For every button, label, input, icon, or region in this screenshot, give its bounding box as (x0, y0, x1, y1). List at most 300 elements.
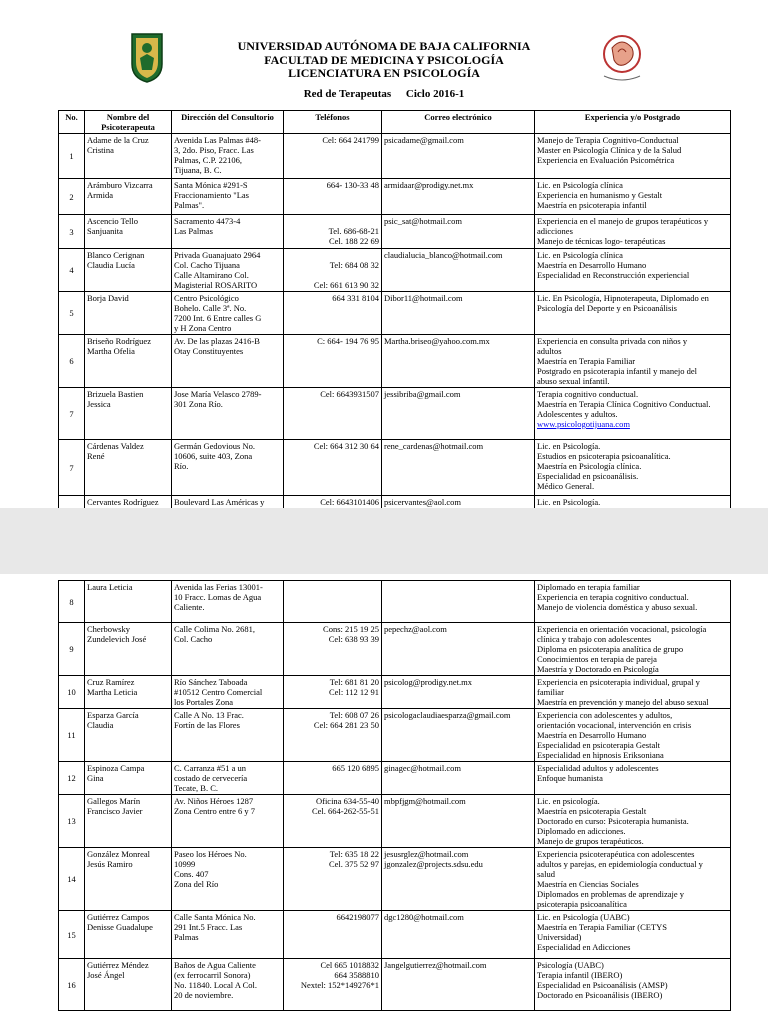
office-address (172, 134, 284, 179)
experience-line: Diplomados en problemas de aprendizaje y (537, 889, 685, 899)
experience-line: adicciones (537, 226, 573, 236)
experience-line: Maestría en psicoterapia infantil (537, 200, 647, 210)
phone-numbers (284, 848, 382, 911)
experience (535, 911, 731, 959)
table-row (59, 134, 731, 179)
table-row (59, 795, 731, 848)
phone-numbers (284, 581, 382, 623)
table-header-row (59, 111, 731, 134)
experience-line: familiar (537, 687, 564, 697)
phone-numbers-line: Cons: 215 19 25 (323, 624, 379, 634)
phone-numbers-line: Cel: 661 613 90 32 (313, 280, 379, 290)
therapist-name-line: González Monreal (87, 849, 151, 859)
phone-numbers-line: C: 664- 194 76 95 (317, 336, 379, 346)
email-cell (382, 848, 535, 911)
row-number: 7 (59, 388, 85, 440)
phone-numbers-line: 664 331 8104 (332, 293, 379, 303)
experience-line: Especialidad en Reconstrucción experiencial (537, 270, 690, 280)
experience-line: Estudios en psicoterapia psicoanalítica. (537, 451, 671, 461)
email-cell (382, 959, 535, 1011)
experience-line: Médico General. (537, 481, 595, 491)
office-address (172, 440, 284, 496)
office-address-line: Magisterial ROSARITO (174, 280, 258, 290)
document-page-2 (0, 574, 768, 1024)
office-address (172, 581, 284, 623)
phone-numbers (284, 676, 382, 709)
experience-line: Maestría en Desarrollo Humano (537, 730, 647, 740)
office-address (172, 959, 284, 1011)
experience-line: Lic. en Psicología clínica (537, 180, 623, 190)
phone-numbers-line: Tel: 681 81 20 (329, 677, 379, 687)
phone-numbers-line: Cel. 188 22 69 (328, 236, 379, 246)
therapist-name-line: Armida (87, 190, 113, 200)
therapist-name-line: Blanco Cerignan (87, 250, 145, 260)
experience (535, 848, 731, 911)
office-address (172, 215, 284, 249)
office-address-line: 10999 (174, 859, 196, 869)
experience (535, 959, 731, 1011)
document-header (0, 40, 768, 81)
therapist-name-line: Jessica (87, 399, 111, 409)
therapist-name-line: Briseño Rodríguez (87, 336, 151, 346)
experience-line: Lic. en Psicología (UABC) (537, 912, 630, 922)
therapist-name-line: Martha Ofelia (87, 346, 135, 356)
office-address (172, 335, 284, 388)
experience-line: abuso sexual infantil. (537, 376, 610, 386)
experience (535, 179, 731, 215)
phone-numbers (284, 959, 382, 1011)
email-cell (382, 496, 535, 509)
office-address-line: Otay Constituyentes (174, 346, 244, 356)
experience-line: Psicología del Deporte y en Psicoanálisis (537, 303, 677, 313)
therapist-name-line: Gallegos Marín (87, 796, 141, 806)
experience-line: Experiencia en el manejo de grupos terapéuticos y (537, 216, 709, 226)
experience-line: Adolescentes y adultos. (537, 409, 618, 419)
email-address[interactable]: armidaar@prodigy.net.mx (384, 180, 474, 190)
phone-numbers (284, 709, 382, 762)
experience-line: Experiencia en consulta privada con niños y (537, 336, 688, 346)
row-number: 4 (59, 249, 85, 292)
phone-numbers-line: Cel: 664 312 30 64 (313, 441, 379, 451)
office-address (172, 676, 284, 709)
office-address-line: Bohelo. Calle 3ª. No. (174, 303, 247, 313)
therapist-name-line: Cervantes Rodríguez (87, 497, 159, 507)
phone-numbers (284, 911, 382, 959)
office-address-line: 10606, suite 403, Zona (174, 451, 253, 461)
office-address (172, 496, 284, 509)
office-address-line: Tecate, B. C. (174, 783, 219, 793)
header-email: Correo electrónico (382, 111, 535, 134)
row-number: 6 (59, 335, 85, 388)
document-page-1 (0, 0, 768, 508)
therapist-name (85, 762, 172, 795)
experience-line: Especialidad en Psicoanálisis (AMSP) (537, 980, 668, 990)
phone-numbers-line: Oficina 634-55-40 (315, 796, 379, 806)
header-address: Dirección del Consultorio (172, 111, 284, 134)
therapist-name (85, 388, 172, 440)
email-cell (382, 134, 535, 179)
office-address-line: Las Palmas (174, 226, 213, 236)
office-address (172, 762, 284, 795)
row-number: 14 (59, 848, 85, 911)
experience-line: Lic. en Psicología. (537, 497, 601, 507)
therapist-name-line: Martha Leticia (87, 687, 138, 697)
office-address-line: Germán Gedovious No. (174, 441, 255, 451)
experience-line: Terapia infantil (IBERO) (537, 970, 623, 980)
office-address (172, 292, 284, 335)
experience-line: Master en Psicología Clínica y de la Salud (537, 145, 682, 155)
row-number (59, 496, 85, 509)
office-address-line: costado de cervecería (174, 773, 248, 783)
therapist-name-line: Zundelevich José (87, 634, 147, 644)
experience-line: Manejo de Terapia Cognitivo-Conductual (537, 135, 679, 145)
office-address-line: Palmas (174, 932, 199, 942)
experience-line: psicoterapia psicoanalítica (537, 899, 627, 909)
email-cell (382, 911, 535, 959)
email-address[interactable]: Dibor11@hotmail.com (384, 293, 463, 303)
office-address-line: Col. Cacho Tijuana (174, 260, 240, 270)
phone-numbers (284, 179, 382, 215)
office-address (172, 911, 284, 959)
office-address-line: Palmas, C.P. 22106, (174, 155, 243, 165)
therapist-name-line: Adame de la Cruz (87, 135, 149, 145)
email-address[interactable]: claudialucia_blanco@hotmail.com (384, 250, 503, 260)
office-address-line: Avenida Las Palmas #48- (174, 135, 261, 145)
office-address-line: Calle Colima No. 2681, (174, 624, 255, 634)
experience-line: orientación vocacional, intervención en crisis (537, 720, 692, 730)
office-address-line: Col. Cacho (174, 634, 213, 644)
experience (535, 581, 731, 623)
email-address-secondary[interactable]: jgonzalez@projects.sdsu.edu (384, 859, 483, 869)
email-cell (382, 676, 535, 709)
program-name: LICENCIATURA EN PSICOLOGÍA (288, 66, 480, 80)
phone-numbers-line: 664- 130-33 48 (326, 180, 379, 190)
therapist-name-line: Jesús Ramiro (87, 859, 133, 869)
experience (535, 215, 731, 249)
therapist-name-line: Borja David (87, 293, 129, 303)
phone-numbers (284, 335, 382, 388)
therapist-name-line: Denisse Guadalupe (87, 922, 153, 932)
experience-line: Experiencia en Evaluación Psicométrica (537, 155, 675, 165)
email-address[interactable]: jessibriba@gmail.com (384, 389, 461, 399)
therapist-name-line: Cruz Ramírez (87, 677, 135, 687)
table-row (59, 292, 731, 335)
therapist-name (85, 335, 172, 388)
therapist-name (85, 623, 172, 676)
office-address-line: Palmas". (174, 200, 205, 210)
email-address[interactable]: psicadame@gmail.com (384, 135, 464, 145)
office-address-line: Privada Guanajuato 2964 (174, 250, 261, 260)
office-address-line: Paseo los Héroes No. (174, 849, 247, 859)
experience-line: Especialidad en psicoterapia Gestalt (537, 740, 660, 750)
therapist-table-page-1 (58, 110, 731, 508)
phone-numbers-line: Tel: 608 07 26 (329, 710, 379, 720)
phone-numbers (284, 249, 382, 292)
experience-line: Experiencia en humanismo y Gestalt (537, 190, 663, 200)
phone-numbers-line: Cel: 664 281 23 50 (313, 720, 379, 730)
table-row (59, 388, 731, 440)
email-cell (382, 215, 535, 249)
phone-numbers-line (286, 250, 379, 260)
therapist-name (85, 134, 172, 179)
office-address-line: Zona Centro entre 6 y 7 (174, 806, 255, 816)
therapist-name (85, 676, 172, 709)
office-address-line: 291 Int.5 Fracc. Las (174, 922, 243, 932)
row-number: 12 (59, 762, 85, 795)
office-address (172, 388, 284, 440)
table-row (59, 623, 731, 676)
email-address[interactable]: dgc1280@hotmail.com (384, 912, 464, 922)
experience-line: Lic. en Psicología clínica (537, 250, 623, 260)
row-number: 8 (59, 581, 85, 623)
email-cell (382, 709, 535, 762)
experience-line: adultos (537, 346, 562, 356)
email-address[interactable]: psicervantes@aol.com (384, 497, 461, 507)
office-address-line: C. Carranza #51 a un (174, 763, 246, 773)
phone-numbers (284, 795, 382, 848)
email-address[interactable]: Martha.briseo@yahoo.com.mx (384, 336, 490, 346)
experience-line: Universidad) (537, 932, 582, 942)
office-address (172, 249, 284, 292)
experience-line: Maestría en Terapia Familiar (537, 356, 636, 366)
therapist-name-line: Esparza García (87, 710, 139, 720)
header-name: Nombre del Psicoterapeuta (85, 111, 172, 134)
website-link[interactable]: www.psicologotijuana.com (537, 419, 630, 429)
table-row (59, 762, 731, 795)
email-cell (382, 292, 535, 335)
therapist-name-line: Sanjuanita (87, 226, 123, 236)
therapist-name-line: Cárdenas Valdez (87, 441, 144, 451)
office-address (172, 848, 284, 911)
experience-line: Terapia cognitivo conductual. (537, 389, 639, 399)
therapist-name-line: Brizuela Bastien (87, 389, 144, 399)
phone-numbers-line: Cel: 6643101406 (320, 497, 379, 507)
office-address (172, 709, 284, 762)
therapist-name-line: Gutiérrez Campos (87, 912, 150, 922)
experience-line: Conocimientos en terapia de pareja (537, 654, 657, 664)
email-cell (382, 249, 535, 292)
row-number: 5 (59, 292, 85, 335)
row-number: 1 (59, 134, 85, 179)
therapist-name-line: Gutiérrez Méndez (87, 960, 149, 970)
phone-numbers-line: Cel. 664-262-55-51 (311, 806, 379, 816)
row-number: 16 (59, 959, 85, 1011)
experience-line: Especialidad adultos y adolescentes (537, 763, 659, 773)
therapist-name (85, 249, 172, 292)
office-address-line: y H Zona Centro (174, 323, 232, 333)
row-number: 3 (59, 215, 85, 249)
document-subtitle (0, 88, 768, 100)
phone-numbers (284, 762, 382, 795)
email-address[interactable]: ginagec@hotmail.com (384, 763, 461, 773)
email-cell (382, 623, 535, 676)
therapist-name-line: Francisco Javier (87, 806, 143, 816)
row-number: 2 (59, 179, 85, 215)
table-row (59, 911, 731, 959)
office-address-line: Cons. 407 (174, 869, 209, 879)
therapist-table-page-2 (58, 580, 731, 1011)
phone-numbers-line: Cel: 6643931507 (320, 389, 379, 399)
experience-line: Maestría en prevención y manejo del abuso sexual (537, 697, 709, 707)
experience-line: Manejo de violencia doméstica y abuso sexual. (537, 602, 698, 612)
experience-line: Doctorado en curso: Psicoterapia humanista. (537, 816, 689, 826)
row-number: 11 (59, 709, 85, 762)
experience-line: Psicología (UABC) (537, 960, 604, 970)
experience-line: Especialidad en hipnosis Eriksoniana (537, 750, 664, 760)
therapist-name (85, 848, 172, 911)
therapist-name (85, 959, 172, 1011)
phone-numbers-line: Cel. 375 52 97 (328, 859, 379, 869)
email-address[interactable]: psic_sat@hotmail.com (384, 216, 462, 226)
email-address[interactable]: psicolog@prodigy.net.mx (384, 677, 473, 687)
experience (535, 292, 731, 335)
therapist-name-line: René (87, 451, 105, 461)
therapist-name-line: Arámburo Vizcarra (87, 180, 153, 190)
office-address-line: 10 Fracc. Lomas de Agua (174, 592, 262, 602)
office-address-line: los Portales Zona (174, 697, 234, 707)
therapist-name (85, 709, 172, 762)
therapist-name-line: Claudia Lucía (87, 260, 135, 270)
experience (535, 496, 731, 509)
experience-line: Enfoque humanista (537, 773, 603, 783)
network-title: Red de Terapeutas (303, 88, 392, 100)
phone-numbers-line: Cel 665 1018832 (320, 960, 379, 970)
experience (535, 709, 731, 762)
therapist-name-line: Gina (87, 773, 104, 783)
experience (535, 795, 731, 848)
therapist-name-line: Espinoza Campa (87, 763, 145, 773)
table-row (59, 848, 731, 911)
office-address-line: (ex ferrocarril Sonora) (174, 970, 251, 980)
office-address (172, 623, 284, 676)
therapist-name (85, 179, 172, 215)
experience-line: Diplomado en adicciones. (537, 826, 626, 836)
email-address[interactable]: Jangelgutierrez@hotmail.com (384, 960, 487, 970)
office-address-line: 7200 Int. 6 Entre calles G (174, 313, 262, 323)
experience-line: Diploma en psicoterapia analítica de grupo (537, 644, 684, 654)
office-address-line: Avenida las Ferias 13001- (174, 582, 263, 592)
experience-line: Experiencia en psicoterapia individual, grupal y (537, 677, 700, 687)
email-address[interactable]: psicologaclaudiaesparza@gmail.com (384, 710, 511, 720)
office-address-line: Tijuana, B. C. (174, 165, 222, 175)
therapist-name (85, 215, 172, 249)
experience-line: Maestría en psicoterapia Gestalt (537, 806, 647, 816)
therapist-name (85, 496, 172, 509)
experience (535, 440, 731, 496)
experience-line: Especialidad en psicoanálisis. (537, 471, 639, 481)
therapist-name (85, 795, 172, 848)
experience-line: Manejo de técnicas logo- terapéuticas (537, 236, 666, 246)
experience-line: Maestría en Psicología clínica. (537, 461, 642, 471)
phone-numbers-line: Cel: 112 12 91 (329, 687, 379, 697)
university-name: UNIVERSIDAD AUTÓNOMA DE BAJA CALIFORNIA (237, 39, 531, 53)
office-address-line: Río. (174, 461, 189, 471)
office-address-line: Río Sánchez Taboada (174, 677, 248, 687)
experience-line: Maestría en Terapia Clínica Cognitivo Conductual. (537, 399, 711, 409)
row-number: 13 (59, 795, 85, 848)
table-row (59, 709, 731, 762)
phone-numbers-line: Tel: 635 18 22 (329, 849, 379, 859)
experience-line: Experiencia en terapia cognitivo conductual. (537, 592, 689, 602)
experience (535, 676, 731, 709)
faculty-name: FACULTAD DE MEDICINA Y PSICOLOGÍA (264, 52, 504, 67)
phone-numbers (284, 388, 382, 440)
phone-numbers-line (286, 216, 379, 226)
experience-line: Lic. en psicología. (537, 796, 600, 806)
experience (535, 388, 731, 440)
office-address-line: 3, 2do. Piso, Fracc. Las (174, 145, 254, 155)
office-address-line: Fraccionamiento "Las (174, 190, 249, 200)
phone-numbers (284, 623, 382, 676)
phone-numbers-line (286, 270, 379, 280)
therapist-name-line: Laura Leticia (87, 582, 133, 592)
table-row (59, 496, 731, 509)
email-address[interactable]: jesusrglez@hotmail.com (384, 849, 469, 859)
table-row (59, 179, 731, 215)
therapist-name-line: Cristina (87, 145, 114, 155)
email-cell (382, 581, 535, 623)
office-address-line: Fortín de las Flores (174, 720, 240, 730)
header-phones: Teléfonos (284, 111, 382, 134)
table-row (59, 959, 731, 1011)
office-address-line: Baños de Agua Caliente (174, 960, 256, 970)
phone-numbers (284, 440, 382, 496)
therapist-name (85, 292, 172, 335)
email-address[interactable]: rene_cardenas@hotmail.com (384, 441, 484, 451)
email-address[interactable]: pepechz@aol.com (384, 624, 447, 634)
table-row (59, 440, 731, 496)
email-cell (382, 335, 535, 388)
experience (535, 134, 731, 179)
office-address (172, 795, 284, 848)
office-address-line: Santa Mónica #291-S (174, 180, 248, 190)
experience (535, 335, 731, 388)
experience (535, 762, 731, 795)
phone-numbers (284, 496, 382, 509)
phone-numbers-line: Tel: 684 08 32 (329, 260, 379, 270)
office-address-line: #10512 Centro Comercial (174, 687, 263, 697)
therapist-name-line: Ascencio Tello (87, 216, 138, 226)
experience (535, 623, 731, 676)
office-address-line: Caliente. (174, 602, 205, 612)
office-address-line: Zona del Río (174, 879, 219, 889)
experience-line: Experiencia psicoterapéutica con adolescentes (537, 849, 695, 859)
experience-line: Maestría en Desarrollo Humano (537, 260, 647, 270)
phone-numbers-line: 6642198077 (336, 912, 379, 922)
office-address-line: 20 de noviembre. (174, 990, 234, 1000)
experience-line: salud (537, 869, 555, 879)
experience (535, 249, 731, 292)
header-no: No. (59, 111, 85, 134)
row-number: 9 (59, 623, 85, 676)
email-address[interactable]: mbpfjgm@hotmail.com (384, 796, 466, 806)
therapist-name-line: José Ángel (87, 970, 125, 980)
header-experience: Experiencia y/o Postgrado (535, 111, 731, 134)
table-row (59, 335, 731, 388)
experience-line: Doctorado en Psicoanálisis (IBERO) (537, 990, 663, 1000)
office-address-line: Calle A No. 13 Frac. (174, 710, 244, 720)
office-address-line: Calle Santa Mónica No. (174, 912, 256, 922)
office-address-line: Av. De las plazas 2416-B (174, 336, 260, 346)
email-cell (382, 762, 535, 795)
office-address-line: Sacramento 4473-4 (174, 216, 241, 226)
experience-line: Maestría en Ciencias Sociales (537, 879, 639, 889)
table-row (59, 215, 731, 249)
phone-numbers-line: Cel: 638 93 39 (328, 634, 379, 644)
phone-numbers-line: Tel. 686-68-21 (328, 226, 379, 236)
table-row (59, 581, 731, 623)
experience-line: Manejo de grupos terapéuticos. (537, 836, 644, 846)
